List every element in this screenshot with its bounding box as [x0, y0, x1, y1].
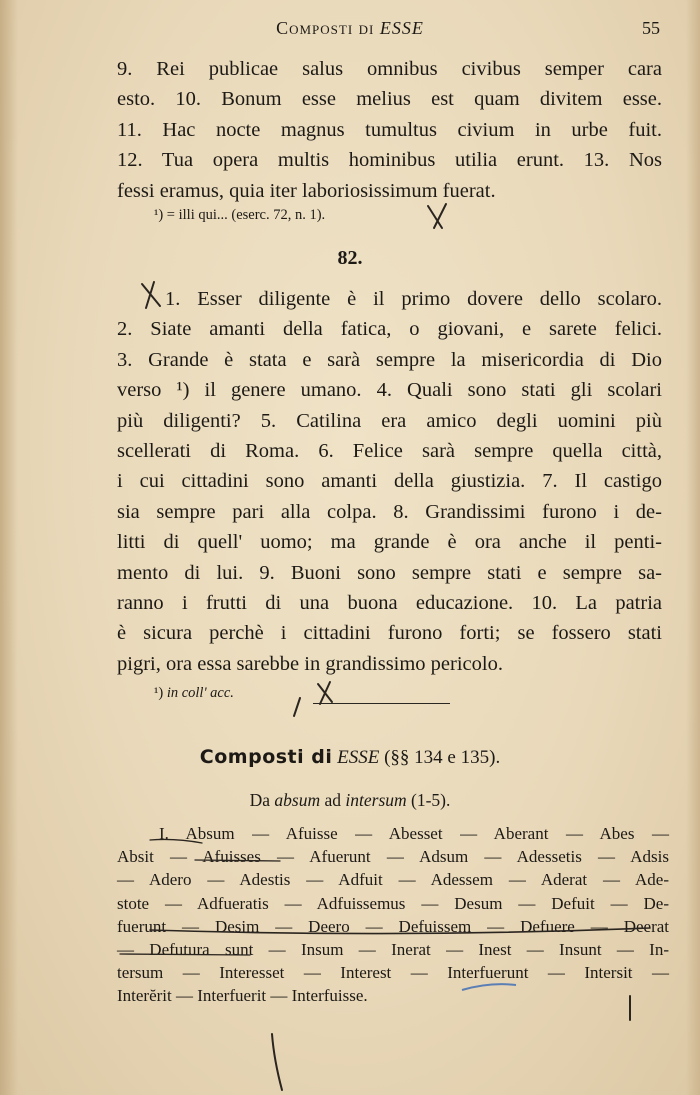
conjugation-list — [117, 822, 669, 1008]
footnote-82 — [154, 683, 294, 703]
running-head-italic: ESSE — [379, 18, 424, 38]
text-line: ranno i frutti di una buona educazione. 10. La patria — [117, 592, 662, 615]
conjugation-line: Interĕrit — Interfuerit — Interfuisse. — [117, 986, 368, 1006]
subtitle-suffix: (1-5). — [411, 790, 451, 810]
exercise-82-text — [117, 284, 662, 679]
conjugation-line: Absit — Afuisses — Afuerunt — Adsum — Adessetis — Adsis — [117, 847, 669, 867]
conjugation-line: — Adero — Adestis — Adfuit — Adessem — Aderat — Ade- — [117, 870, 669, 890]
text-line: 2. Siate amanti della fatica, o giovani, e sarete felici. — [117, 318, 662, 341]
pencil-x-mark — [318, 682, 332, 704]
text-line: mento di lui. 9. Buoni sono sempre stati e sempre sa- — [117, 561, 662, 584]
page-gutter-shadow — [0, 0, 18, 1095]
running-header — [0, 16, 700, 46]
text-line: 9. Rei publicae salus omnibus civibus semper cara — [117, 58, 662, 80]
subtitle-prefix: Da — [249, 790, 271, 810]
conjugation-line: tersum — Interesset — Interest — Interfuerunt — Intersit — — [117, 963, 669, 983]
conjugation-line: fuerunt — Desim — Deero — Defuissem — Defuere — Deerat — [117, 916, 669, 936]
text-line: i cui cittadini sono amanti della giustizia. 7. Il castigo — [117, 470, 662, 493]
conjugation-line: stote — Adfueratis — Adfuissemus — Desum — Defuit — De- — [117, 893, 669, 913]
footnote-81 — [154, 205, 444, 225]
section-title-ref: (§§ 134 e 135). — [384, 747, 501, 768]
text-line: fessi eramus, quia iter laboriosissimum fuerat. — [117, 179, 496, 202]
text-line: 11. Hac nocte magnus tumultus civium in urbe fuit. — [117, 118, 662, 141]
text-line: verso ¹) il genere umano. 4. Quali sono stati gli scolari — [117, 379, 662, 402]
text-line: litti di quell' uomo; ma grande è ora anche il penti- — [117, 531, 662, 554]
text-line: 3. Grande è stata e sarà sempre la misericordia di Dio — [117, 348, 662, 371]
page-number: 55 — [642, 18, 660, 38]
conjugation-line: I. Absum — Afuisse — Abesset — Aberant — Abes — — [159, 824, 669, 843]
text-line: 1. Esser diligente è il primo dovere dello scolaro. — [165, 288, 662, 310]
section-title-italic: ESSE — [337, 747, 380, 768]
footnote-text: ¹) = illi qui... (eserc. 72, n. 1). — [154, 207, 326, 223]
section-title-text: Composti di — [199, 746, 333, 768]
text-line: esto. 10. Bonum esse melius est quam divitem esse. — [117, 88, 662, 111]
footnote-marker: ¹) — [154, 685, 164, 701]
subtitle-word-1: absum — [274, 790, 321, 810]
section-subtitle — [0, 790, 700, 811]
pencil-stroke-mark — [272, 1034, 282, 1090]
text-line: più diligenti? 5. Catilina era amico degli uomini più — [117, 409, 662, 432]
section-divider-rule — [313, 703, 450, 704]
page-edge-shadow — [686, 0, 700, 1095]
text-line: sia sempre pari alla colpa. 8. Grandissimi furono i de- — [117, 500, 662, 523]
text-line: pigri, ora essa sarebbe in grandissimo pericolo. — [117, 652, 503, 675]
subtitle-mid: ad — [324, 790, 342, 810]
text-line: scellerati di Roma. 6. Felice sarà sempre quella città, — [117, 440, 662, 463]
text-line: è sicura perchè i cittadini furono forti; se fossero stati — [117, 622, 662, 645]
text-line: 12. Tua opera multis hominibus utilia erunt. 13. Nos — [117, 149, 662, 172]
section-heading — [0, 746, 700, 769]
conjugation-line: — Defutura sunt — Insum — Inerat — Inest — Insunt — In- — [117, 940, 669, 960]
running-head-text: Composti di — [276, 18, 375, 38]
subtitle-word-2: intersum — [345, 790, 407, 810]
pencil-slash-mark — [294, 698, 300, 716]
exercise-number: 82. — [337, 247, 363, 269]
exercise-81-text — [117, 54, 662, 206]
footnote-text: in coll' acc. — [166, 685, 234, 701]
running-head-title — [0, 18, 700, 39]
